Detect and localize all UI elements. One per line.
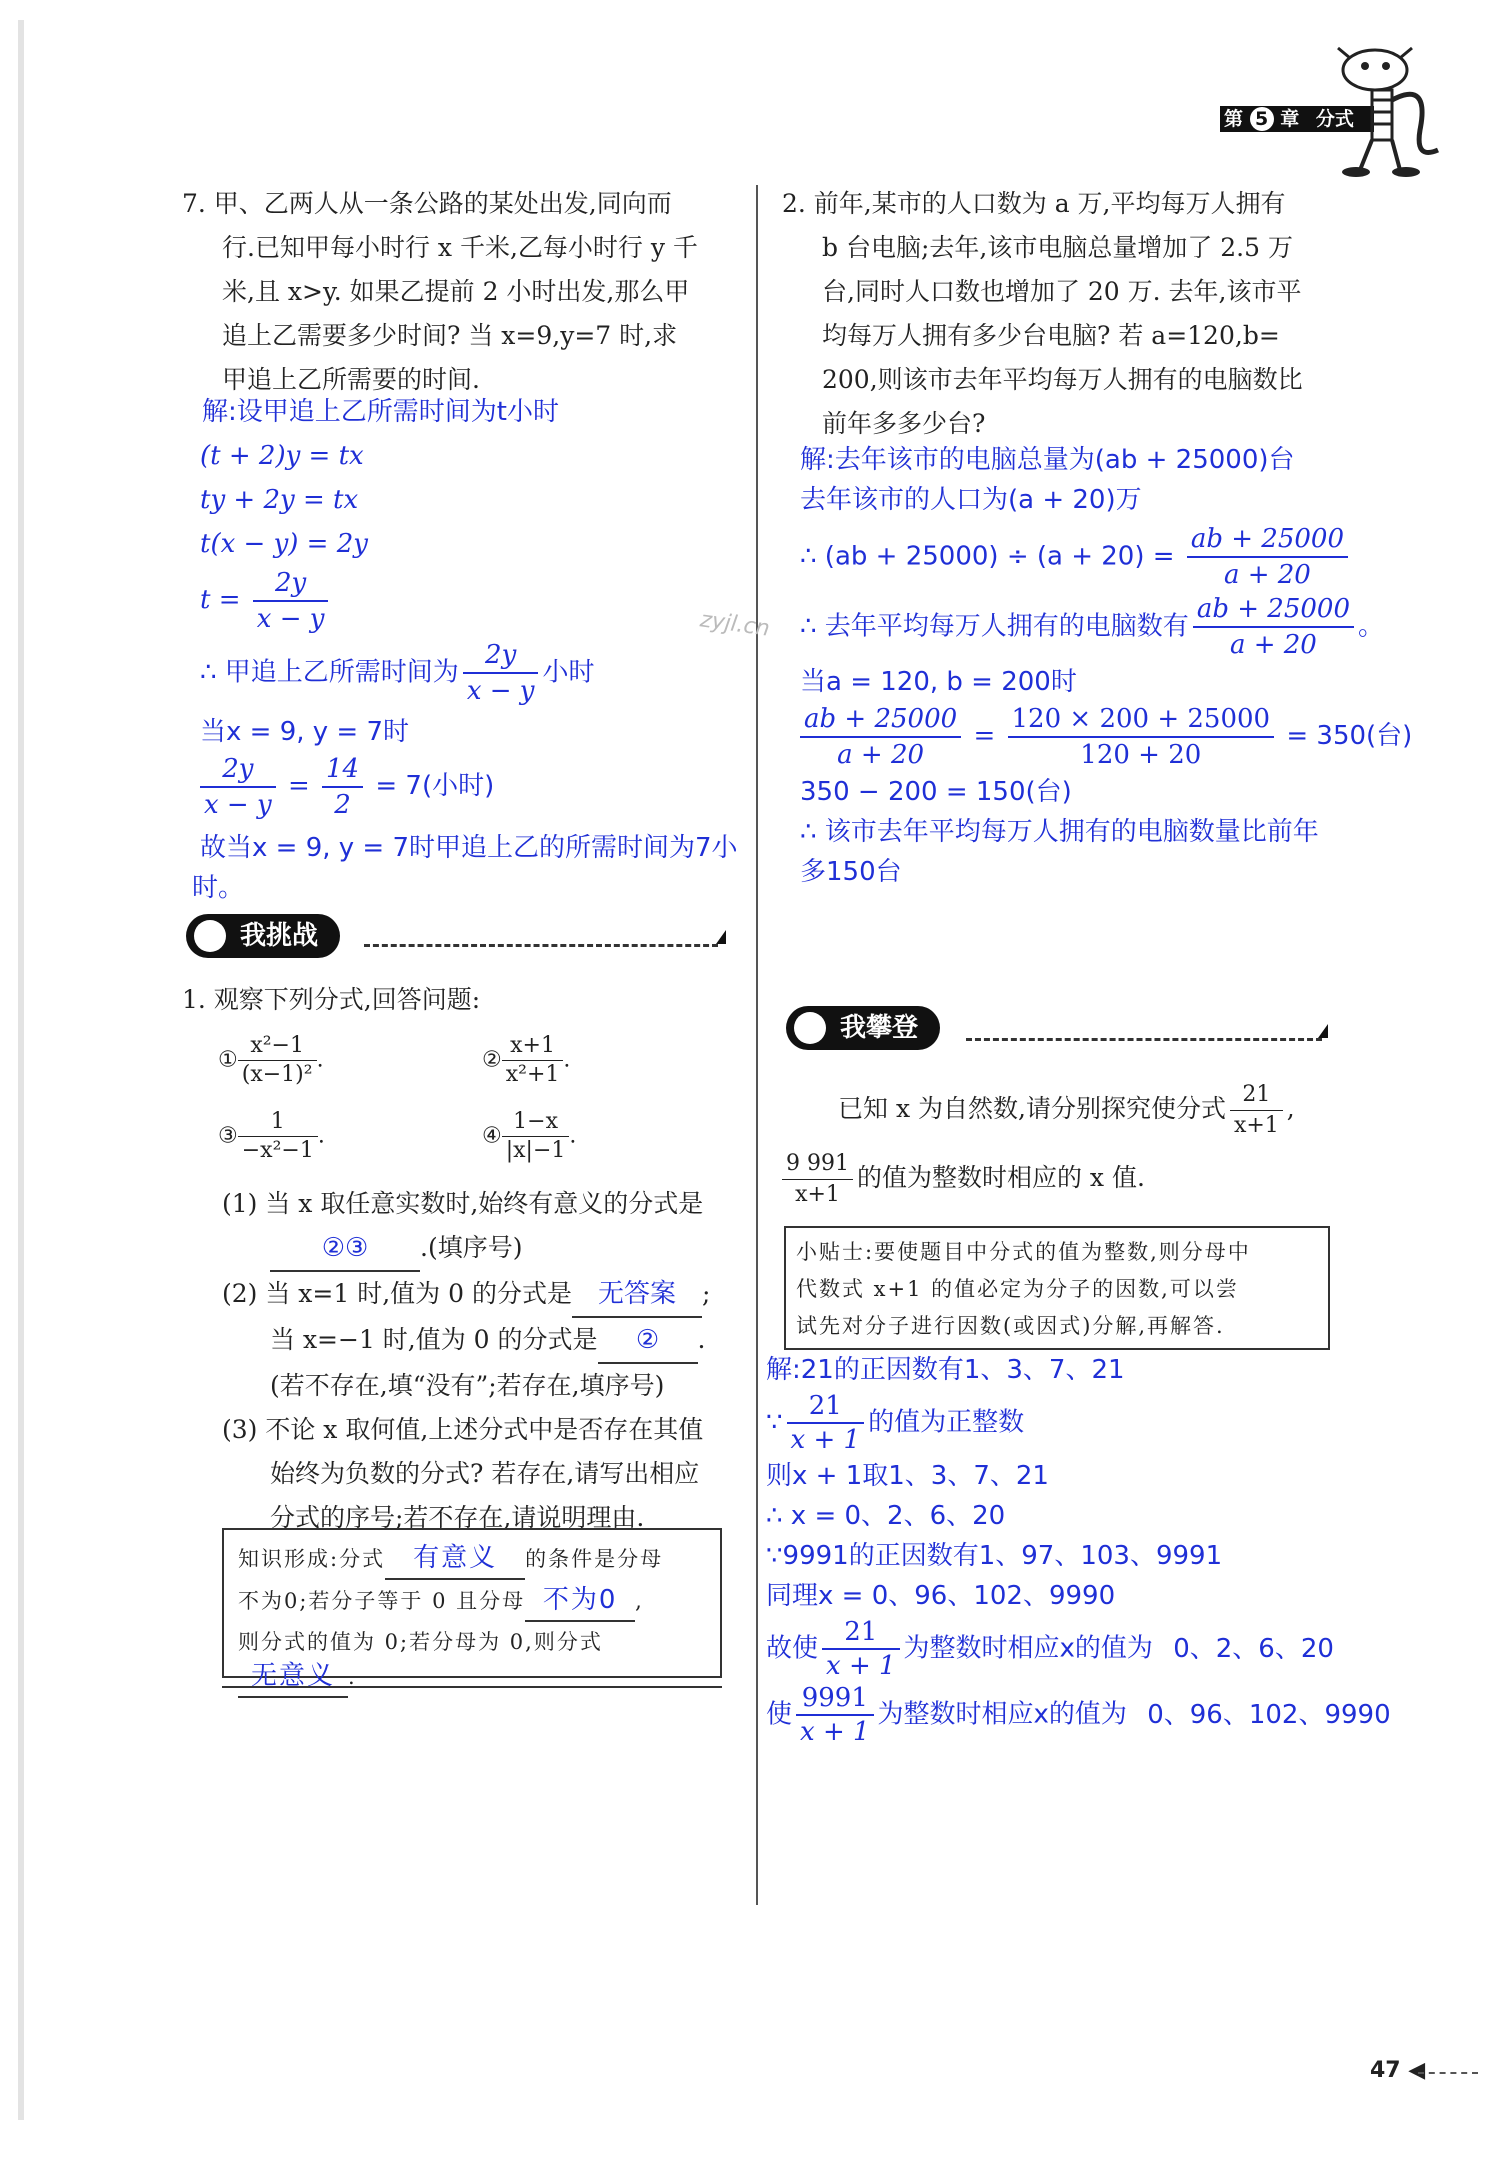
- answer-text: 。: [1357, 611, 1384, 642]
- answer-line: t(x − y) = 2y: [200, 529, 368, 559]
- box-text: .: [348, 1665, 357, 1689]
- answer-line: [200, 566, 760, 636]
- denominator: |x|−1: [505, 1138, 566, 1163]
- answer-q7: [192, 392, 760, 908]
- chapter-prefix: 第: [1224, 108, 1244, 130]
- part-text: [222, 1272, 752, 1318]
- fraction: [238, 1032, 317, 1089]
- answer-line: ty + 2y = tx: [200, 485, 359, 515]
- plant-icon: [794, 1012, 826, 1044]
- question-line: 前年多多少台?: [822, 409, 986, 438]
- fraction: [800, 702, 961, 772]
- answer-text: 故使: [766, 1633, 819, 1664]
- chapter-number: 5: [1250, 107, 1274, 131]
- box-text: 的条件是分母: [525, 1547, 664, 1571]
- section-title-challenge: [186, 914, 340, 958]
- numerator: ab + 25000: [800, 702, 961, 738]
- answer-line: [200, 638, 760, 708]
- chapter-suffix: 章: [1280, 108, 1300, 130]
- answer-line: 同理x = 0、96、102、9990: [766, 1581, 1116, 1611]
- stem-line: [782, 1149, 1342, 1210]
- fraction: [782, 1149, 853, 1210]
- expression-4: [482, 1108, 576, 1165]
- question-line: 200,则该市去年平均每万人拥有的电脑数比: [822, 365, 1303, 394]
- answer-line: [800, 522, 1400, 592]
- question-stem: 1. 观察下列分式,回答问题:: [182, 985, 481, 1014]
- answer-line: 去年该市的人口为(a + 20)万: [800, 485, 1142, 515]
- page-edge: [18, 20, 24, 2120]
- numerator: x²−1: [238, 1032, 317, 1061]
- fraction: [1193, 592, 1354, 662]
- denominator: −x²−1: [241, 1138, 314, 1163]
- numerator: x+1: [502, 1032, 564, 1061]
- answer-line: ∴ 该市去年平均每万人拥有的电脑数量比前年: [800, 817, 1319, 847]
- question-line: 追上乙需要多少时间? 当 x=9,y=7 时,求: [222, 321, 678, 350]
- lightbulb-icon: [194, 920, 226, 952]
- numerator: ab + 25000: [1193, 592, 1354, 628]
- denominator: a + 20: [837, 740, 925, 770]
- answer-text: ∵: [766, 1407, 783, 1438]
- result: = 7(小时): [375, 771, 495, 801]
- numerator: 1−x: [502, 1108, 570, 1137]
- answer-blank: 有意义: [385, 1538, 525, 1580]
- fraction: [1230, 1080, 1283, 1141]
- expression-1: [218, 1032, 324, 1089]
- section-divider: [966, 1038, 1322, 1041]
- period: .: [317, 1123, 325, 1149]
- page-number: [1370, 2058, 1425, 2083]
- part-text: [222, 1226, 752, 1272]
- answer-line: 时。: [192, 873, 245, 903]
- triangle-marker: [1318, 1024, 1328, 1038]
- fraction: [253, 566, 329, 636]
- part-text: 分式的序号;若不存在,请说明理由.: [270, 1503, 645, 1532]
- circle-number: ④: [482, 1123, 502, 1149]
- denominator: x − y: [466, 676, 535, 706]
- page-number-dash: [1418, 2072, 1478, 2074]
- stem-text: ,: [1286, 1094, 1295, 1123]
- denominator: 120 + 20: [1080, 740, 1202, 770]
- answer-text: ∴ (ab + 25000) ÷ (a + 20) =: [800, 541, 1175, 572]
- part-2: [182, 1272, 752, 1408]
- answer-text: 小时: [542, 657, 595, 688]
- numerator: 21: [1230, 1080, 1283, 1111]
- part-text: .(填序号): [420, 1233, 523, 1262]
- answer-line: [766, 1682, 1391, 1748]
- answer-line: [766, 1390, 1386, 1456]
- answer-text: ∴ 甲追上乙所需时间为: [200, 657, 459, 688]
- denominator: x+1: [795, 1182, 840, 1207]
- fraction: [238, 1108, 318, 1165]
- period: .: [316, 1047, 324, 1073]
- fraction: [200, 752, 276, 822]
- tip-line: 小贴士:要使题目中分式的值为整数,则分母中: [796, 1240, 1251, 1264]
- numerator: 21: [787, 1390, 865, 1424]
- answer-line: [766, 1616, 1386, 1682]
- denominator: x + 1: [790, 1425, 861, 1455]
- section-title-climb: [786, 1006, 940, 1050]
- tiger-mascot-icon: [1320, 40, 1450, 180]
- answer-text: 为整数时相应x的值为: [903, 1633, 1153, 1664]
- answer-line: 当a = 120, b = 200时: [800, 667, 1077, 697]
- circle-number: ②: [482, 1047, 502, 1073]
- fraction: [322, 752, 363, 822]
- arrow-left-icon: ◀: [1408, 2058, 1426, 2083]
- circle-number: ①: [218, 1047, 238, 1073]
- question-line: 2. 前年,某市的人口数为 a 万,平均每万人拥有: [782, 189, 1286, 218]
- answer-climb: [766, 1350, 1391, 1748]
- numerator: 2y: [253, 566, 329, 602]
- question-line: 7. 甲、乙两人从一条公路的某处出发,同向而: [182, 189, 672, 218]
- question-line: 均每万人拥有多少台电脑? 若 a=120,b=: [822, 321, 1280, 350]
- denominator: 2: [334, 790, 351, 820]
- answer-line: [800, 702, 1413, 772]
- box-text: 不为0;若分子等于 0 且分母: [238, 1589, 526, 1613]
- part-text: 始终为负数的分式? 若存在,请写出相应: [270, 1459, 700, 1488]
- answer-line: [800, 592, 1400, 662]
- page-number-text: 47: [1370, 2058, 1401, 2083]
- part-3: [182, 1408, 752, 1540]
- part-text: ;: [701, 1279, 711, 1308]
- answer-blank: ②③: [270, 1226, 420, 1272]
- box-line: [238, 1656, 706, 1698]
- tip-box: [784, 1226, 1330, 1350]
- stem-line: [782, 1080, 1342, 1141]
- box-underline: [222, 1686, 722, 1688]
- answer-text: 使: [766, 1699, 793, 1730]
- result: = 350(台): [1286, 721, 1413, 751]
- section-title-text: 我攀登: [840, 1013, 919, 1043]
- denominator: (x−1)²: [241, 1062, 313, 1087]
- denominator: x + 1: [826, 1651, 896, 1681]
- part-text: .: [697, 1325, 706, 1354]
- answer-values: 0、96、102、9990: [1147, 1699, 1391, 1730]
- climb-stem: [782, 1080, 1342, 1210]
- numerator: 2y: [463, 638, 539, 674]
- answer-line: 当x = 9, y = 7时: [200, 717, 410, 747]
- expression-row: [182, 1026, 752, 1102]
- answer-values: 0、2、6、20: [1173, 1633, 1334, 1664]
- equals: =: [287, 771, 310, 801]
- denominator: x+1: [1233, 1113, 1279, 1138]
- answer-blank: 不为0: [525, 1580, 635, 1622]
- answer-q2: [800, 440, 1413, 892]
- answer-line: (t + 2)y = tx: [200, 441, 364, 471]
- fraction: [502, 1032, 564, 1089]
- fraction: [796, 1682, 874, 1748]
- expression-3: [218, 1108, 325, 1165]
- denominator: x − y: [204, 790, 272, 820]
- fraction: [463, 638, 539, 708]
- stem-text: 已知 x 为自然数,请分别探究使分式: [838, 1094, 1226, 1123]
- period: .: [563, 1047, 571, 1073]
- answer-line: 故当x = 9, y = 7时甲追上乙的所需时间为7小: [200, 833, 738, 863]
- answer-line: ∵9991的正因数有1、97、103、9991: [766, 1541, 1223, 1571]
- period: .: [569, 1123, 577, 1149]
- part-text: [222, 1318, 752, 1364]
- answer-line: ∴ x = 0、2、6、20: [766, 1501, 1006, 1531]
- box-text: ,: [635, 1589, 644, 1613]
- answer-text: ∴ 去年平均每万人拥有的电脑数有: [800, 611, 1189, 642]
- fraction: [1187, 522, 1348, 592]
- question-7: [182, 182, 742, 402]
- box-line: [238, 1538, 706, 1580]
- numerator: 2y: [200, 752, 276, 788]
- section-divider: [364, 944, 718, 947]
- question-2: [782, 182, 1342, 446]
- box-line: 则分式的值为 0;若分母为 0,则分式: [238, 1630, 603, 1654]
- question-line: 甲追上乙所需要的时间.: [222, 365, 480, 394]
- numerator: 9 991: [782, 1149, 853, 1180]
- part-text: (1) 当 x 取任意实数时,始终有意义的分式是: [222, 1189, 704, 1218]
- stem-text: 的值为整数时相应的 x 值.: [856, 1163, 1145, 1192]
- box-line: [238, 1580, 706, 1622]
- answer-line: 多150台: [800, 857, 902, 887]
- numerator: 1: [238, 1108, 318, 1137]
- answer-line: 解:去年该市的电脑总量为(ab + 25000)台: [800, 445, 1295, 475]
- knowledge-box: [222, 1528, 722, 1691]
- answer-blank: 无意义: [238, 1656, 348, 1698]
- part-text: (若不存在,填“没有”;若存在,填序号): [270, 1371, 665, 1400]
- section-title-text: 我挑战: [240, 921, 319, 951]
- answer-line: [200, 752, 760, 822]
- equals: =: [973, 721, 996, 751]
- question-line: 台,同时人口数也增加了 20 万. 去年,该市平: [822, 277, 1302, 306]
- tip-line: 代数式 x+1 的值必定为分子的因数,可以尝: [796, 1277, 1239, 1301]
- numerator: 14: [322, 752, 363, 788]
- answer-line: 则x + 1取1、3、7、21: [766, 1461, 1049, 1491]
- fraction: [822, 1616, 900, 1682]
- answer-text: 为整数时相应x的值为: [877, 1699, 1127, 1730]
- t-equals: t =: [200, 585, 241, 615]
- watermark: zyjl.cn: [698, 607, 772, 642]
- box-text: 知识形成:分式: [238, 1547, 386, 1571]
- expression-2: [482, 1032, 570, 1089]
- triangle-marker: [716, 930, 726, 944]
- denominator: x − y: [256, 604, 325, 634]
- denominator: x²+1: [505, 1062, 560, 1087]
- answer-blank: 无答案: [572, 1272, 702, 1318]
- numerator: 9991: [796, 1682, 874, 1716]
- fraction: [1008, 702, 1275, 772]
- numerator: ab + 25000: [1187, 522, 1348, 558]
- question-line: 米,且 x>y. 如果乙提前 2 小时出发,那么甲: [222, 277, 690, 306]
- question-line: 行.已知甲每小时行 x 千米,乙每小时行 y 千: [222, 233, 698, 262]
- answer-line: 解:设甲追上乙所需时间为t小时: [202, 397, 559, 427]
- denominator: a + 20: [1229, 630, 1317, 660]
- circle-number: ③: [218, 1123, 238, 1149]
- answer-text: 的值为正整数: [868, 1407, 1025, 1438]
- challenge-question-1: [182, 978, 752, 1540]
- numerator: 21: [822, 1616, 900, 1650]
- answer-line: 350 − 200 = 150(台): [800, 777, 1072, 807]
- fraction: [502, 1108, 570, 1165]
- chapter-title: 分式: [1315, 108, 1354, 130]
- part-text: (2) 当 x=1 时,值为 0 的分式是: [222, 1279, 572, 1308]
- fraction: [787, 1390, 865, 1456]
- answer-line: 解:21的正因数有1、3、7、21: [766, 1355, 1125, 1385]
- expression-row: [182, 1102, 752, 1178]
- denominator: x + 1: [800, 1717, 870, 1747]
- numerator: 120 × 200 + 25000: [1008, 702, 1275, 738]
- part-1: [182, 1182, 752, 1272]
- question-line: b 台电脑;去年,该市电脑总量增加了 2.5 万: [822, 233, 1293, 262]
- part-text: (3) 不论 x 取何值,上述分式中是否存在其值: [222, 1415, 704, 1444]
- part-text: 当 x=−1 时,值为 0 的分式是: [270, 1325, 598, 1354]
- tip-line: 试先对分子进行因数(或因式)分解,再解答.: [796, 1314, 1225, 1338]
- answer-blank: ②: [598, 1318, 698, 1364]
- denominator: a + 20: [1223, 560, 1311, 590]
